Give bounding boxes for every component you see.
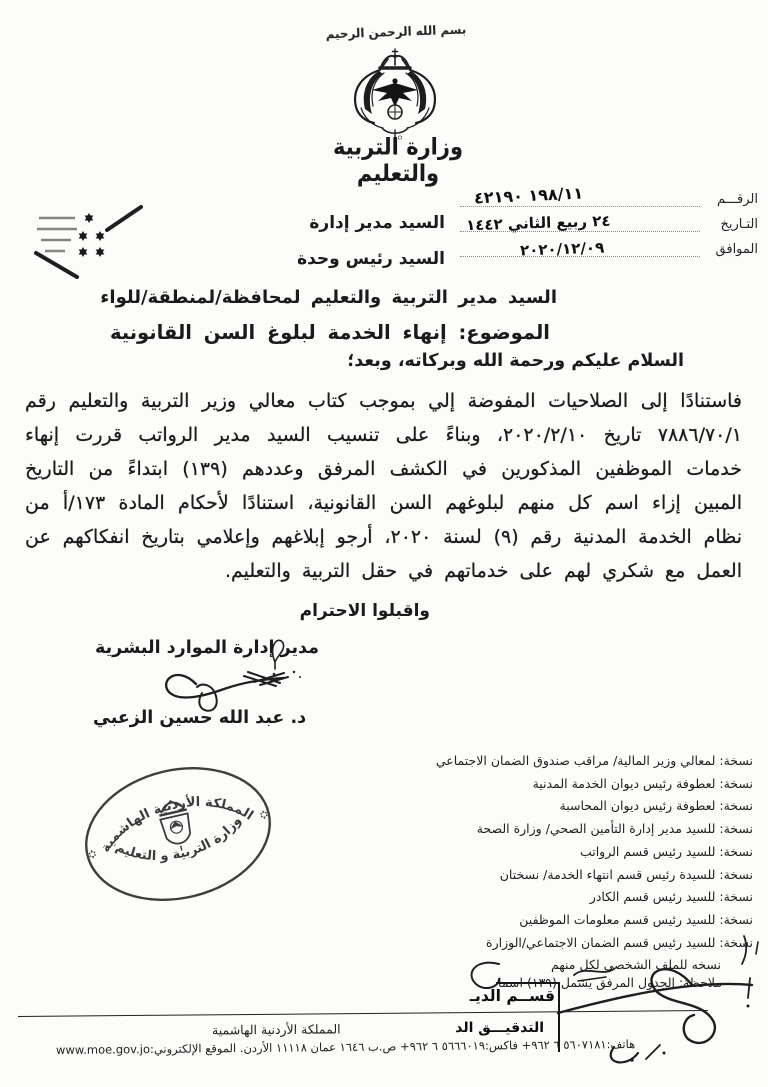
bismillah-calligraphy: بسم الله الرحمن الرحيم [325,21,467,42]
cc-item: نسخة: لعطوفة رئيس ديوان المحاسبة [559,798,753,814]
cc-item: نسخة: للسيد رئيس قسم الرواتب [579,843,753,859]
footer-kingdom-name: المملكة الأردنية الهاشمية [211,1021,341,1038]
dept-stamp-line-1: قســم الديـ [469,987,555,1005]
oval-stamp-top-text: المملكة الأردنية الهاشمية [98,794,256,856]
note-line: ملاحظة: الجدول المرفق يشمل (١٣٩) اسما [498,975,722,990]
cc-item: نسخة: للسيد مدير إدارة التأمين الصحي/ وزارة الصحة [476,821,753,837]
handwritten-curve-mark-icon [463,956,505,998]
ref-date-value: ٢٤ ربيع الثاني ١٤٤٢ [465,211,611,235]
ministry-oval-stamp-icon [67,746,289,923]
dept-stamp-line-2: التدقيـــق الد [455,1020,544,1036]
handwritten-margin-marks-icon [735,930,767,1018]
cc-item: نسخة: للسيد رئيس قسم معلومات الموظفين [519,911,753,927]
recipient-line-2: السيد رئيس وحدة [297,249,445,269]
ref-date-label: التـاريخ [720,217,758,232]
ref-corresponding-row [456,239,758,264]
signature-scribble-icon [156,656,306,714]
classification-stamp-icon [33,196,158,284]
ref-number-value: ١٩٨/١١ ٤٢١٩٠ [473,183,584,208]
cc-item: نسخة: للسيد رئيس قسم الضمان الاجتماعي/الوزارة [486,934,753,950]
cc-item: نسخة: للسيدة رئيس قسم انتهاء الخدمة/ نسختان [499,866,753,882]
signer-name: د. عبد الله حسين الزعبي [93,708,307,728]
ref-corresponding-label: الموافق [715,242,758,257]
subject-line: الموضوع: إنهاء الخدمة لبلوغ السن القانونية [109,321,550,344]
ref-date-row [456,211,758,239]
jordan-royal-crest-icon [330,48,460,140]
footer-contact-line: هاتف:٥٦٠٧١٨١ ٦ ٩٦٢+ فاكس:٥٦٦٦٠١٩ ٦ ٩٦٢+ ص.ب ١٦٤٦ عمان ١١١١٨ الأردن. الموقع الإلكتروني:www.moe.gov.jo [55,1036,636,1058]
signer-title: مدير إدارة الموارد البشرية [95,638,319,658]
ministry-calligraphy: وزارة التربية والتعليم [332,133,464,187]
cc-item: نسخة: للسيد رئيس قسم الكادر [589,889,753,905]
handwritten-signature-scribbles-icon [540,955,768,1080]
cc-item: نسخة: لمعالي وزير المالية/ مراقب صندوق الضمان الاجتماعي [435,753,753,768]
letter-body: فاستنادًا إلى الصلاحيات المفوضة إلي بموجب كتاب معالي وزير التربية والتعليم رقم ٧٨٨٦/٧٠/١ تاريخ ٢٠٢٠/٢/١٠، وبناءً على تنسيب السيد مدير الرواتب قررت إنهاء خدمات الموظفين المذكورين في الكشف المرفق وعددهم (١٣٩) ابتداءً من التاريخ المبين إزاء اسم كل منهم لبلوغهم السن القانونية، استنادًا لأحكام المادة ١٧٣/أ من نظام الخدمة المدنية رقم (٩) لسنة ٢٠٢٠، أرجو إبلاغهم وإعلامي بتاريخ انفكاكهم عن العمل مع شكري لهم على خدماتهم في حقل التربية والتعليم. [25,390,743,582]
ref-corresponding-value: ٢٠٢٠/١٢/٠٩ [519,238,605,260]
oval-stamp-bottom-text: وزارة التربية و التعليم [113,813,245,865]
cc-item: نسخة: لعطوفة رئيس ديوان الخدمة المدنية [532,775,753,791]
recipient-line-1: السيد مدير إدارة [309,213,445,233]
reference-block [456,183,758,264]
recipient-line-3: السيد مدير التربية والتعليم لمحافظة/لمنطقة/للواء [100,287,557,308]
ref-number-label: الرقـــم [716,192,758,207]
cc-item: نسخه للملف الشخصي لكل منهم [550,957,721,973]
salutation-line: السلام عليكم ورحمة الله وبركاته، وبعد؛ [347,351,684,371]
closing-line: واقبلوا الاحترام [299,601,430,621]
ref-number-row [456,183,758,214]
cc-list [333,750,753,977]
illegible-marginalia [37,218,77,251]
